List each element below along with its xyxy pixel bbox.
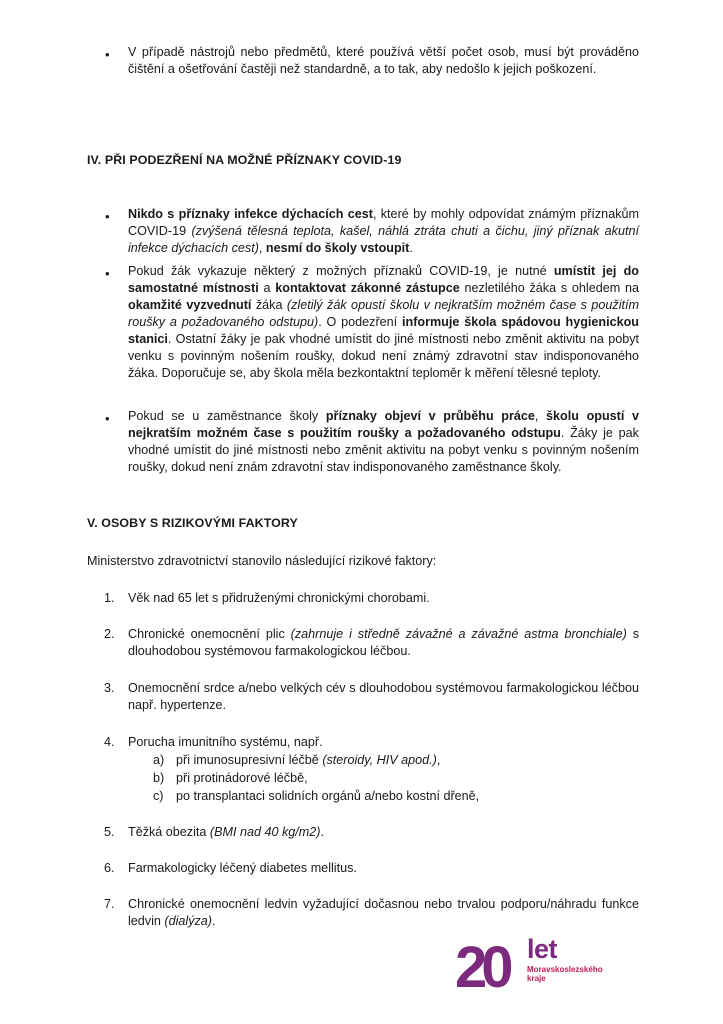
section-heading-iv: IV. PŘI PODEZŘENÍ NA MOŽNÉ PŘÍZNAKY COVID-19: [87, 153, 402, 167]
list-number: 2.: [104, 627, 115, 641]
list-item-text: Onemocnění srdce a/nebo velkých cév s dlouhodobou systémovou farmakologickou léčbou např. hypertenze.: [128, 681, 639, 712]
list-item-text: Chronické onemocnění ledvin vyžadující dočasnou nebo trvalou podporu/náhradu funkce ledvin (dialýza).: [128, 897, 639, 928]
list-number: 7.: [104, 897, 115, 911]
list-item-text: Porucha imunitního systému, např.: [128, 735, 323, 749]
list-number: 1.: [104, 591, 115, 605]
sub-list-item-text: při imunosupresivní léčbě (steroidy, HIV apod.),: [176, 753, 441, 767]
bullet-text: V případě nástrojů nebo předmětů, které používá větší počet osob, musí být prováděno čištění a ošetřování častěji než standardně, a to tak, aby nedošlo k jejich poškození.: [128, 45, 639, 76]
list-item-text: Věk nad 65 let s přidruženými chronickými chorobami.: [128, 591, 430, 605]
section-intro: Ministerstvo zdravotnictví stanovilo následující rizikové faktory:: [87, 554, 437, 568]
bullet-marker: •: [105, 266, 110, 281]
logo-region-name: [527, 965, 603, 983]
list-number: 6.: [104, 861, 115, 875]
logo-number: 20: [455, 935, 508, 995]
logo-word: let: [527, 934, 558, 964]
sub-list-letter: b): [153, 771, 165, 785]
bullet-marker: •: [105, 411, 110, 426]
list-item-text: Těžká obezita (BMI nad 40 kg/m2).: [128, 825, 324, 839]
sub-list-item-text: při protinádorové léčbě,: [176, 771, 308, 785]
list-number: 5.: [104, 825, 115, 839]
list-item-text: Farmakologicky léčený diabetes mellitus.: [128, 861, 357, 875]
list-item-text: Chronické onemocnění plic (zahrnuje i středně závažné a závažné astma bronchiale) s dlouhodobou systémovou farmakologickou léčbou.: [128, 627, 640, 658]
list-number: 3.: [104, 681, 115, 695]
logo-line-2: kraje: [527, 974, 546, 983]
sub-list-letter: c): [153, 789, 164, 803]
sub-list-letter: a): [153, 753, 165, 767]
sub-list-item-text: po transplantaci solidních orgánů a/nebo kostní dřeně,: [176, 789, 480, 803]
bullet-text: Nikdo s příznaky infekce dýchacích cest, které by mohly odpovídat známým příznakům COVID-19 (zvýšená tělesná teplota, kašel, náhlá ztráta chuti a čichu, jiný příznak akutní infekce dýchacích cest), nesmí do školy vstoupit.: [128, 207, 639, 255]
section-heading-v: V. OSOBY S RIZIKOVÝMI FAKTORY: [87, 516, 298, 530]
bullet-marker: •: [105, 209, 110, 224]
bullet-text: Pokud žák vykazuje některý z možných příznaků COVID-19, je nutné umístit jej do samostatné místnosti a kontaktovat zákonné zástupce nezletilého žáka s ohledem na okamžité vyzvednutí žáka (zletilý žák opustí školu v nejkratším možném čase s použitím roušky a požadovaného odstupu). O podezření informuje škola spádovou hygienickou stanici. Ostatní žáky je pak vhodné umístit do jiné místnosti nebo změnit aktivitu na pobyt venku s povinným nošením roušky, dokud není známý zdravotní stav indisponovaného žáka. Doporučuje se, aby škola měla bezkontaktní teploměr k měření tělesné teploty.: [128, 264, 639, 380]
bullet-text: Pokud se u zaměstnance školy příznaky objeví v průběhu práce, školu opustí v nejkratším možném čase s použitím roušky a požadovaného odstupu. Žáky je pak vhodné umístit do jiné místnosti nebo změnit aktivitu na pobyt venku s povinným nošením roušky, dokud není znám zdravotní stav indisponovaného zaměstnance školy.: [128, 409, 640, 474]
list-number: 4.: [104, 735, 115, 749]
logo-line-1: Moravskoslezského: [527, 965, 603, 974]
bullet-marker: •: [105, 47, 110, 62]
